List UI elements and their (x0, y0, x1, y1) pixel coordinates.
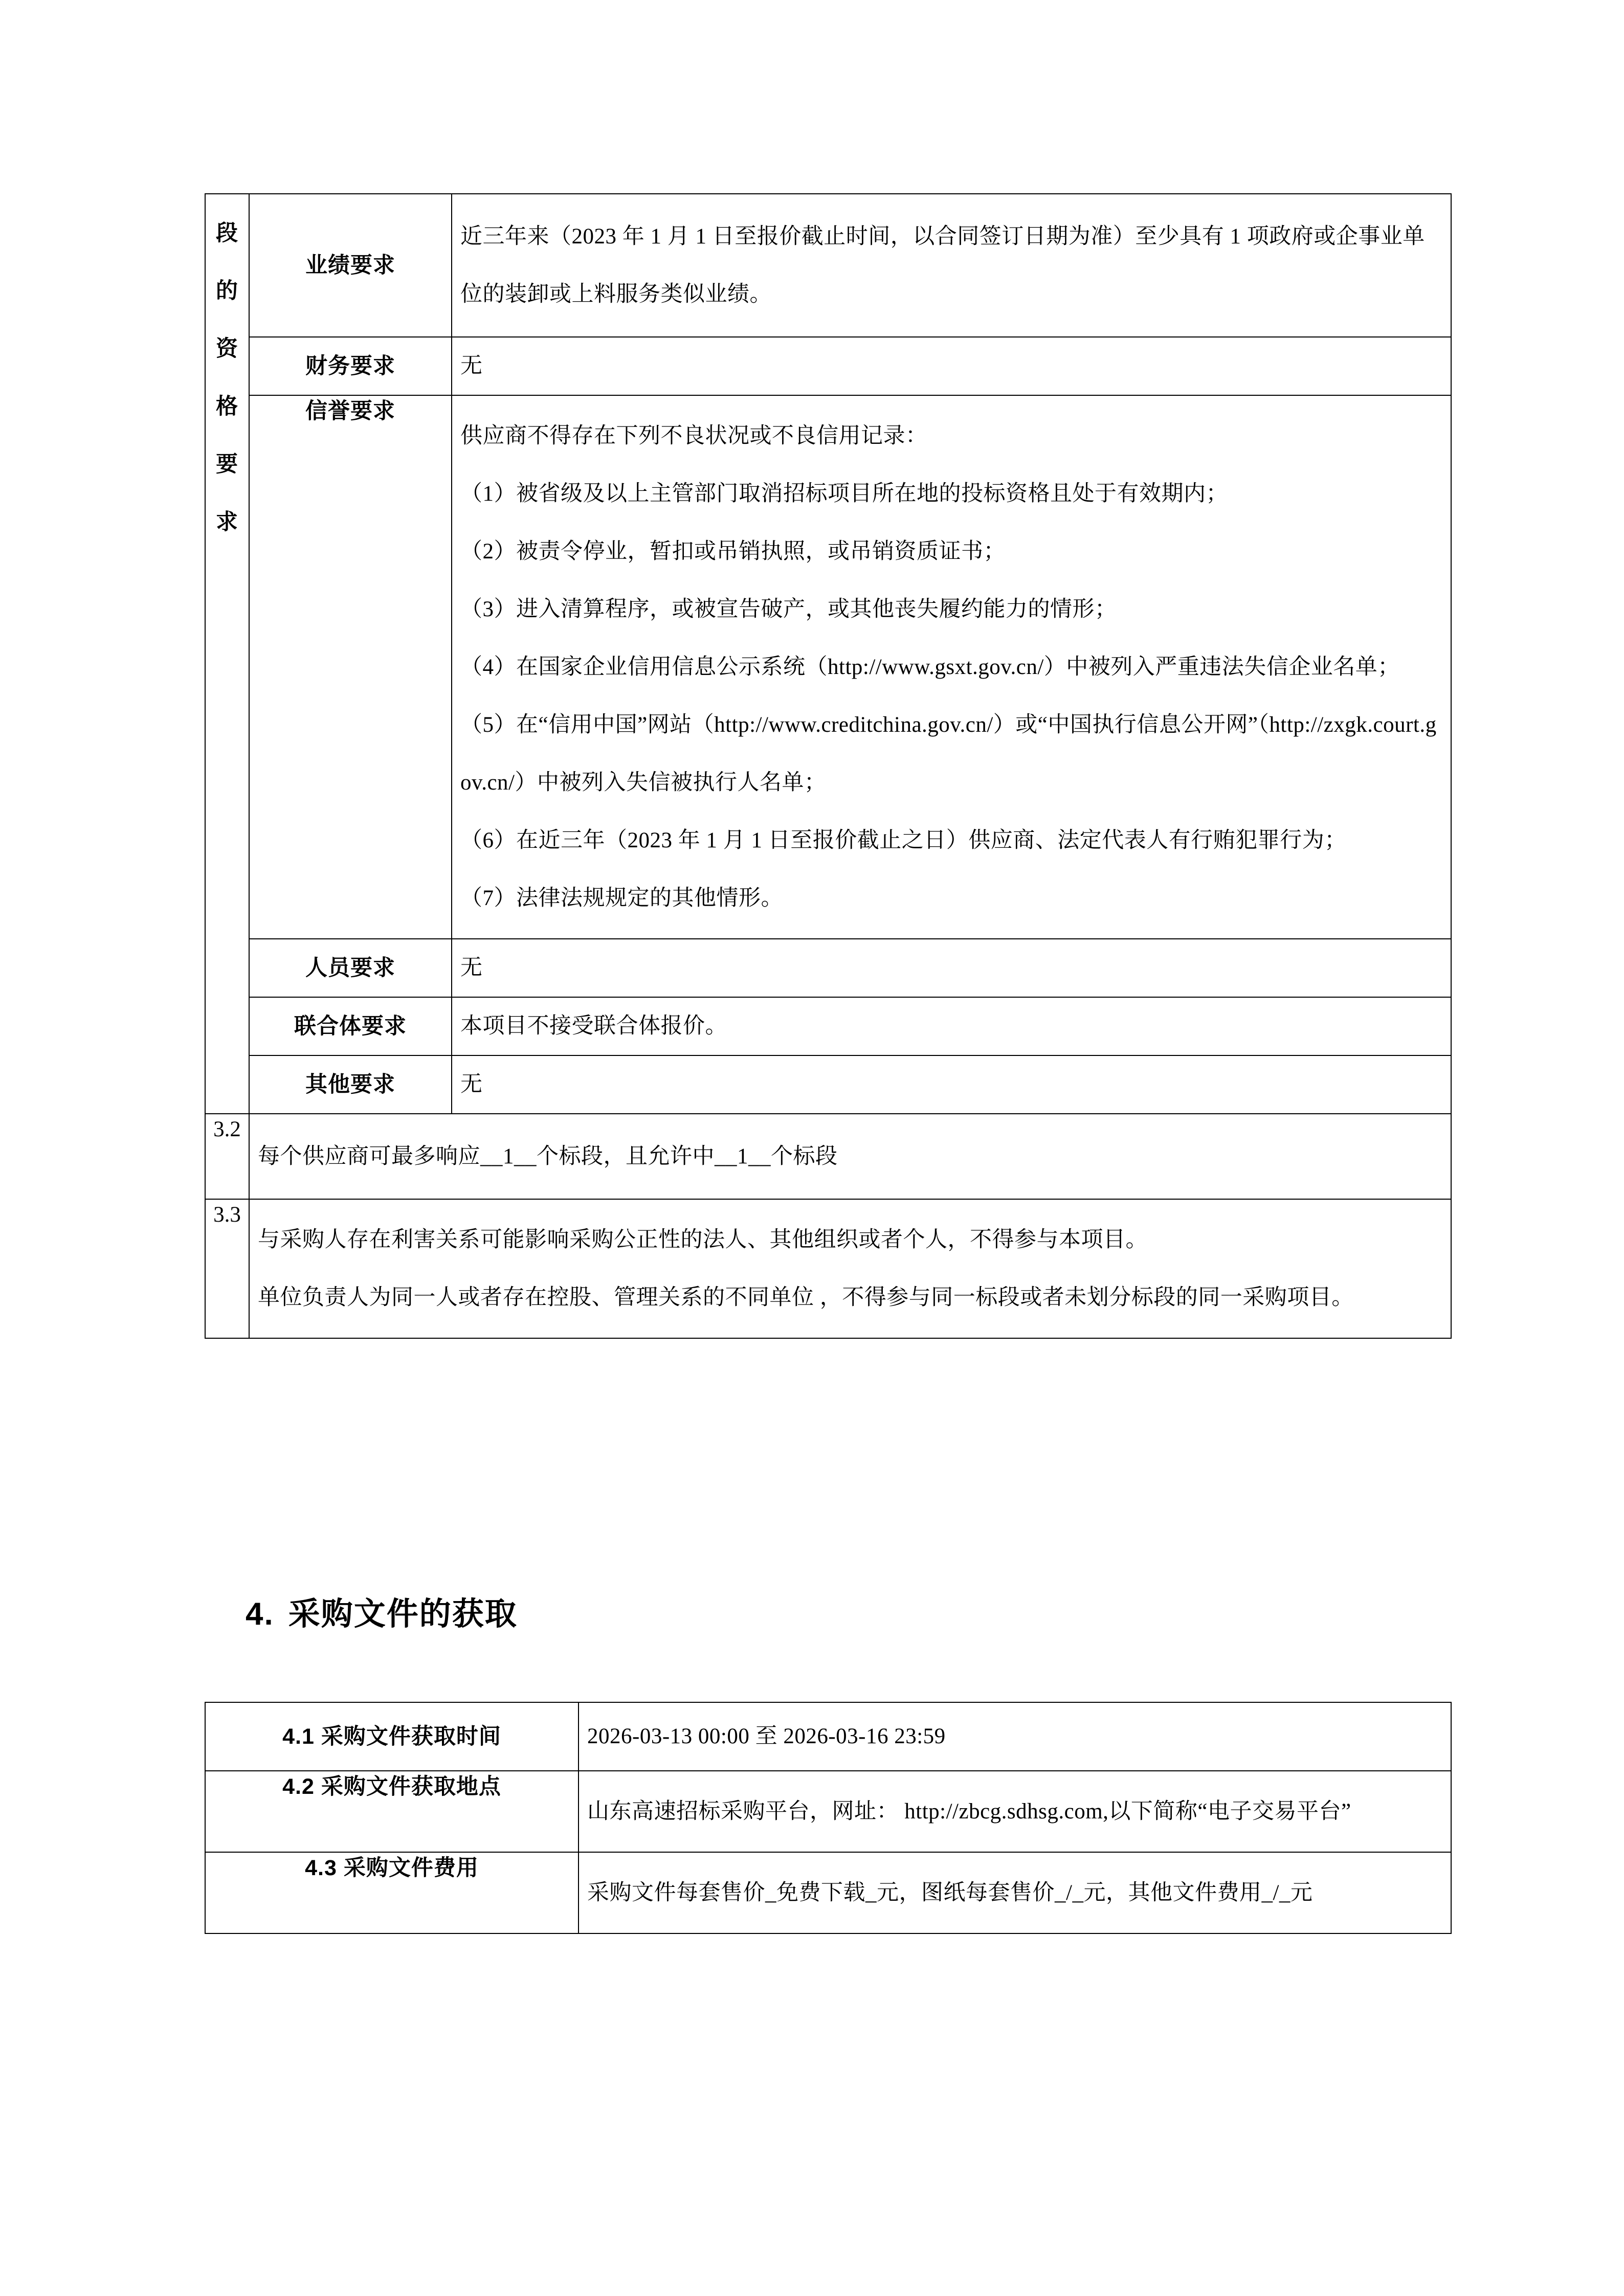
acq-label-place (205, 1771, 579, 1852)
clause-index-text: 3.2 (213, 1117, 241, 1141)
acq-value-fee (579, 1852, 1451, 1933)
row-label-other (249, 1055, 452, 1114)
row-label-text: 信誉要求 (305, 399, 395, 423)
clause-line-1: 与采购人存在利害关系可能影响采购公正性的法人、其他组织或者个人，不得参与本项目。 (258, 1228, 1148, 1252)
credit-item-4: （4）在国家企业信用信息公示系统（http://www.gsxt.gov.cn/）中被列入严重违法失信企业名单； (460, 655, 1400, 679)
row-value-credit (452, 395, 1451, 939)
acq-label-text: 4.2 采购文件获取地点 (282, 1774, 501, 1799)
row-value-text: 无 (460, 1072, 483, 1096)
acq-value-time (579, 1702, 1451, 1771)
qualification-group-label-cell (205, 194, 249, 1114)
row-label-text: 人员要求 (305, 956, 395, 980)
acq-label-text: 4.1 采购文件获取时间 (282, 1724, 501, 1749)
clause-line-2: 单位负责人为同一人或者存在控股、管理关系的不同单位 ，不得参与同一标段或者未划分标段的同一采购项目。 (258, 1286, 1354, 1310)
group-label-line-3: 要求 (216, 452, 238, 534)
clause-value-3-3 (249, 1199, 1451, 1338)
row-value-other (452, 1055, 1451, 1114)
acq-label-time (205, 1702, 579, 1771)
table-row (205, 337, 1451, 395)
credit-item-7: （7）法律法规规定的其他情形。 (460, 886, 783, 910)
table-row (205, 997, 1451, 1055)
table-row (205, 1114, 1451, 1199)
table-row (205, 1702, 1451, 1771)
row-value-text: 无 (460, 354, 483, 378)
row-value-consortium (452, 997, 1451, 1055)
clause-text: 每个供应商可最多响应__1__个标段，且允许中__1__个标段 (258, 1144, 838, 1168)
acq-value-text: 2026-03-13 00:00 至 2026-03-16 23:59 (587, 1724, 946, 1748)
group-label-line-1: 段的 (216, 221, 238, 303)
table-row (205, 1852, 1451, 1933)
row-value-financial (452, 337, 1451, 395)
row-label-text: 联合体要求 (294, 1014, 407, 1039)
credit-item-1: （1）被省级及以上主管部门取消招标项目所在地的投标资格且处于有效期内； (460, 482, 1228, 506)
row-label-performance (249, 194, 452, 337)
group-label-line-2: 资格 (216, 336, 238, 419)
section-4-heading (246, 1594, 518, 1634)
credit-item-3: （3）进入清算程序，或被宣告破产，或其他丧失履约能力的情形； (460, 597, 1117, 621)
row-label-text: 业绩要求 (305, 253, 395, 278)
row-value-text: 本项目不接受联合体报价。 (460, 1014, 727, 1038)
acq-value-text: 山东高速招标采购平台，网址： http://zbcg.sdhsg.com,以下简称“电子交易平台” (587, 1799, 1351, 1824)
document-acquisition-table (205, 1702, 1452, 1934)
table-row (205, 1199, 1451, 1338)
row-label-text: 其他要求 (305, 1072, 395, 1097)
qualification-requirements-table (205, 193, 1452, 1339)
credit-intro: 供应商不得存在下列不良状况或不良信用记录： (460, 424, 928, 448)
credit-item-6: （6）在近三年（2023 年 1 月 1 日至报价截止之日）供应商、法定代表人有行贿犯罪行为； (460, 828, 1347, 852)
credit-item-2: （2）被责令停业，暂扣或吊销执照，或吊销资质证书； (460, 539, 1006, 564)
row-value-personnel (452, 939, 1451, 997)
row-label-text: 财务要求 (305, 354, 395, 378)
section-4-title: 采购文件的获取 (288, 1596, 518, 1632)
row-label-consortium (249, 997, 452, 1055)
table-row (205, 194, 1451, 337)
row-label-personnel (249, 939, 452, 997)
table-row (205, 1771, 1451, 1852)
section-4-number: 4. (246, 1596, 274, 1632)
clause-value-3-2 (249, 1114, 1451, 1199)
row-label-financial (249, 337, 452, 395)
row-value-text: 近三年来（2023 年 1 月 1 日至报价截止时间，以合同签订日期为准）至少具有 1 项政府或企事业单位的装卸或上料服务类似业绩。 (460, 224, 1425, 306)
clause-index-3-2 (205, 1114, 249, 1199)
acq-label-fee (205, 1852, 579, 1933)
acq-value-text: 采购文件每套售价_免费下载_元，图纸每套售价_/_元，其他文件费用_/_元 (587, 1881, 1313, 1905)
row-value-performance (452, 194, 1451, 337)
table-row (205, 939, 1451, 997)
table-row (205, 395, 1451, 939)
table-row (205, 1055, 1451, 1114)
clause-index-text: 3.3 (213, 1203, 241, 1227)
credit-item-5: （5）在“信用中国”网站（http://www.creditchina.gov.cn/）或“中国执行信息公开网”（http://zxgk.court.gov.cn/）中被列入失信被执行人名单； (460, 713, 1437, 795)
clause-index-3-3 (205, 1199, 249, 1338)
acq-value-place (579, 1771, 1451, 1852)
row-value-text: 无 (460, 956, 483, 980)
acq-label-text: 4.3 采购文件费用 (305, 1856, 479, 1880)
row-label-credit (249, 395, 452, 939)
